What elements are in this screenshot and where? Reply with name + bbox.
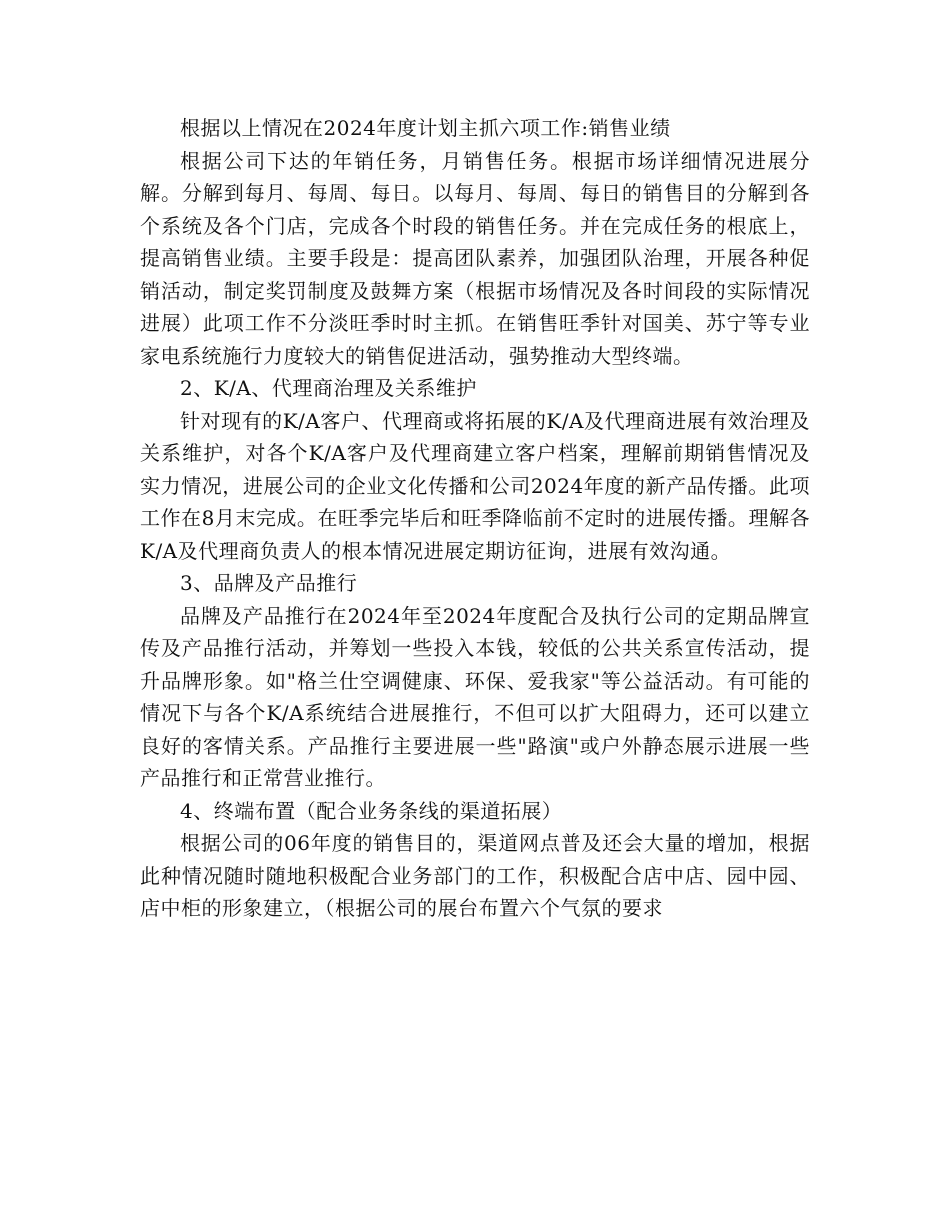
- section-4-heading: 4、终端布置（配合业务条线的渠道拓展）: [180, 798, 563, 823]
- section-3-heading: 3、品牌及产品推行: [180, 571, 358, 595]
- section-3-paragraph: 品牌及产品推行在2024年至2024年度配合及执行公司的定期品牌宣传及产品推行活动，并筹划一些投入本钱，较低的公共关系宣传活动，提升品牌形象。如"格兰仕空调健康、环保、爱我家"等公益活动。有可能的情况下与各个K/A系统结合进展推行，不但可以扩大阻碍力，还可以建立良好的客情关系。产品推行主要进展一些"路演"或户外静态展示进展一些产品推行和正常营业推行。: [140, 603, 810, 790]
- intro-line: 根据以上情况在2024年度计划主抓六项工作:销售业绩: [180, 116, 671, 140]
- document-page: [140, 112, 810, 925]
- section-1-paragraph: 根据公司下达的年销任务，月销售任务。根据市场详细情况进展分解。分解到每月、每周、每日。以每月、每周、每日的销售目的分解到各个系统及各个门店，完成各个时段的销售任务。并在完成任务的根底上，提高销售业绩。主要手段是：提高团队素养，加强团队治理，开展各种促销活动，制定奖罚制度及鼓舞方案（根据市场情况及各时间段的实际情况进展）此项工作不分淡旺季时时主抓。在销售旺季针对国美、苏宁等专业家电系统施行力度较大的销售促进活动，强势推动大型终端。: [140, 148, 810, 368]
- section-2-heading: 2、K/A、代理商治理及关系维护: [180, 376, 477, 400]
- section-2-paragraph: 针对现有的K/A客户、代理商或将拓展的K/A及代理商进展有效治理及关系维护，对各个K/A客户及代理商建立客户档案，理解前期销售情况及实力情况，进展公司的企业文化传播和公司2024年度的新产品传播。此项工作在8月末完成。在旺季完毕后和旺季降临前不定时的进展传播。理解各K/A及代理商负责人的根本情况进展定期访征询，进展有效沟通。: [140, 408, 810, 563]
- section-4-paragraph: 根据公司的06年度的销售目的，渠道网点普及还会大量的增加，根据此种情况随时随地积极配合业务部门的工作，积极配合店中店、园中园、店中柜的形象建立，（根据公司的展台布置六个气氛的要求: [140, 831, 810, 920]
